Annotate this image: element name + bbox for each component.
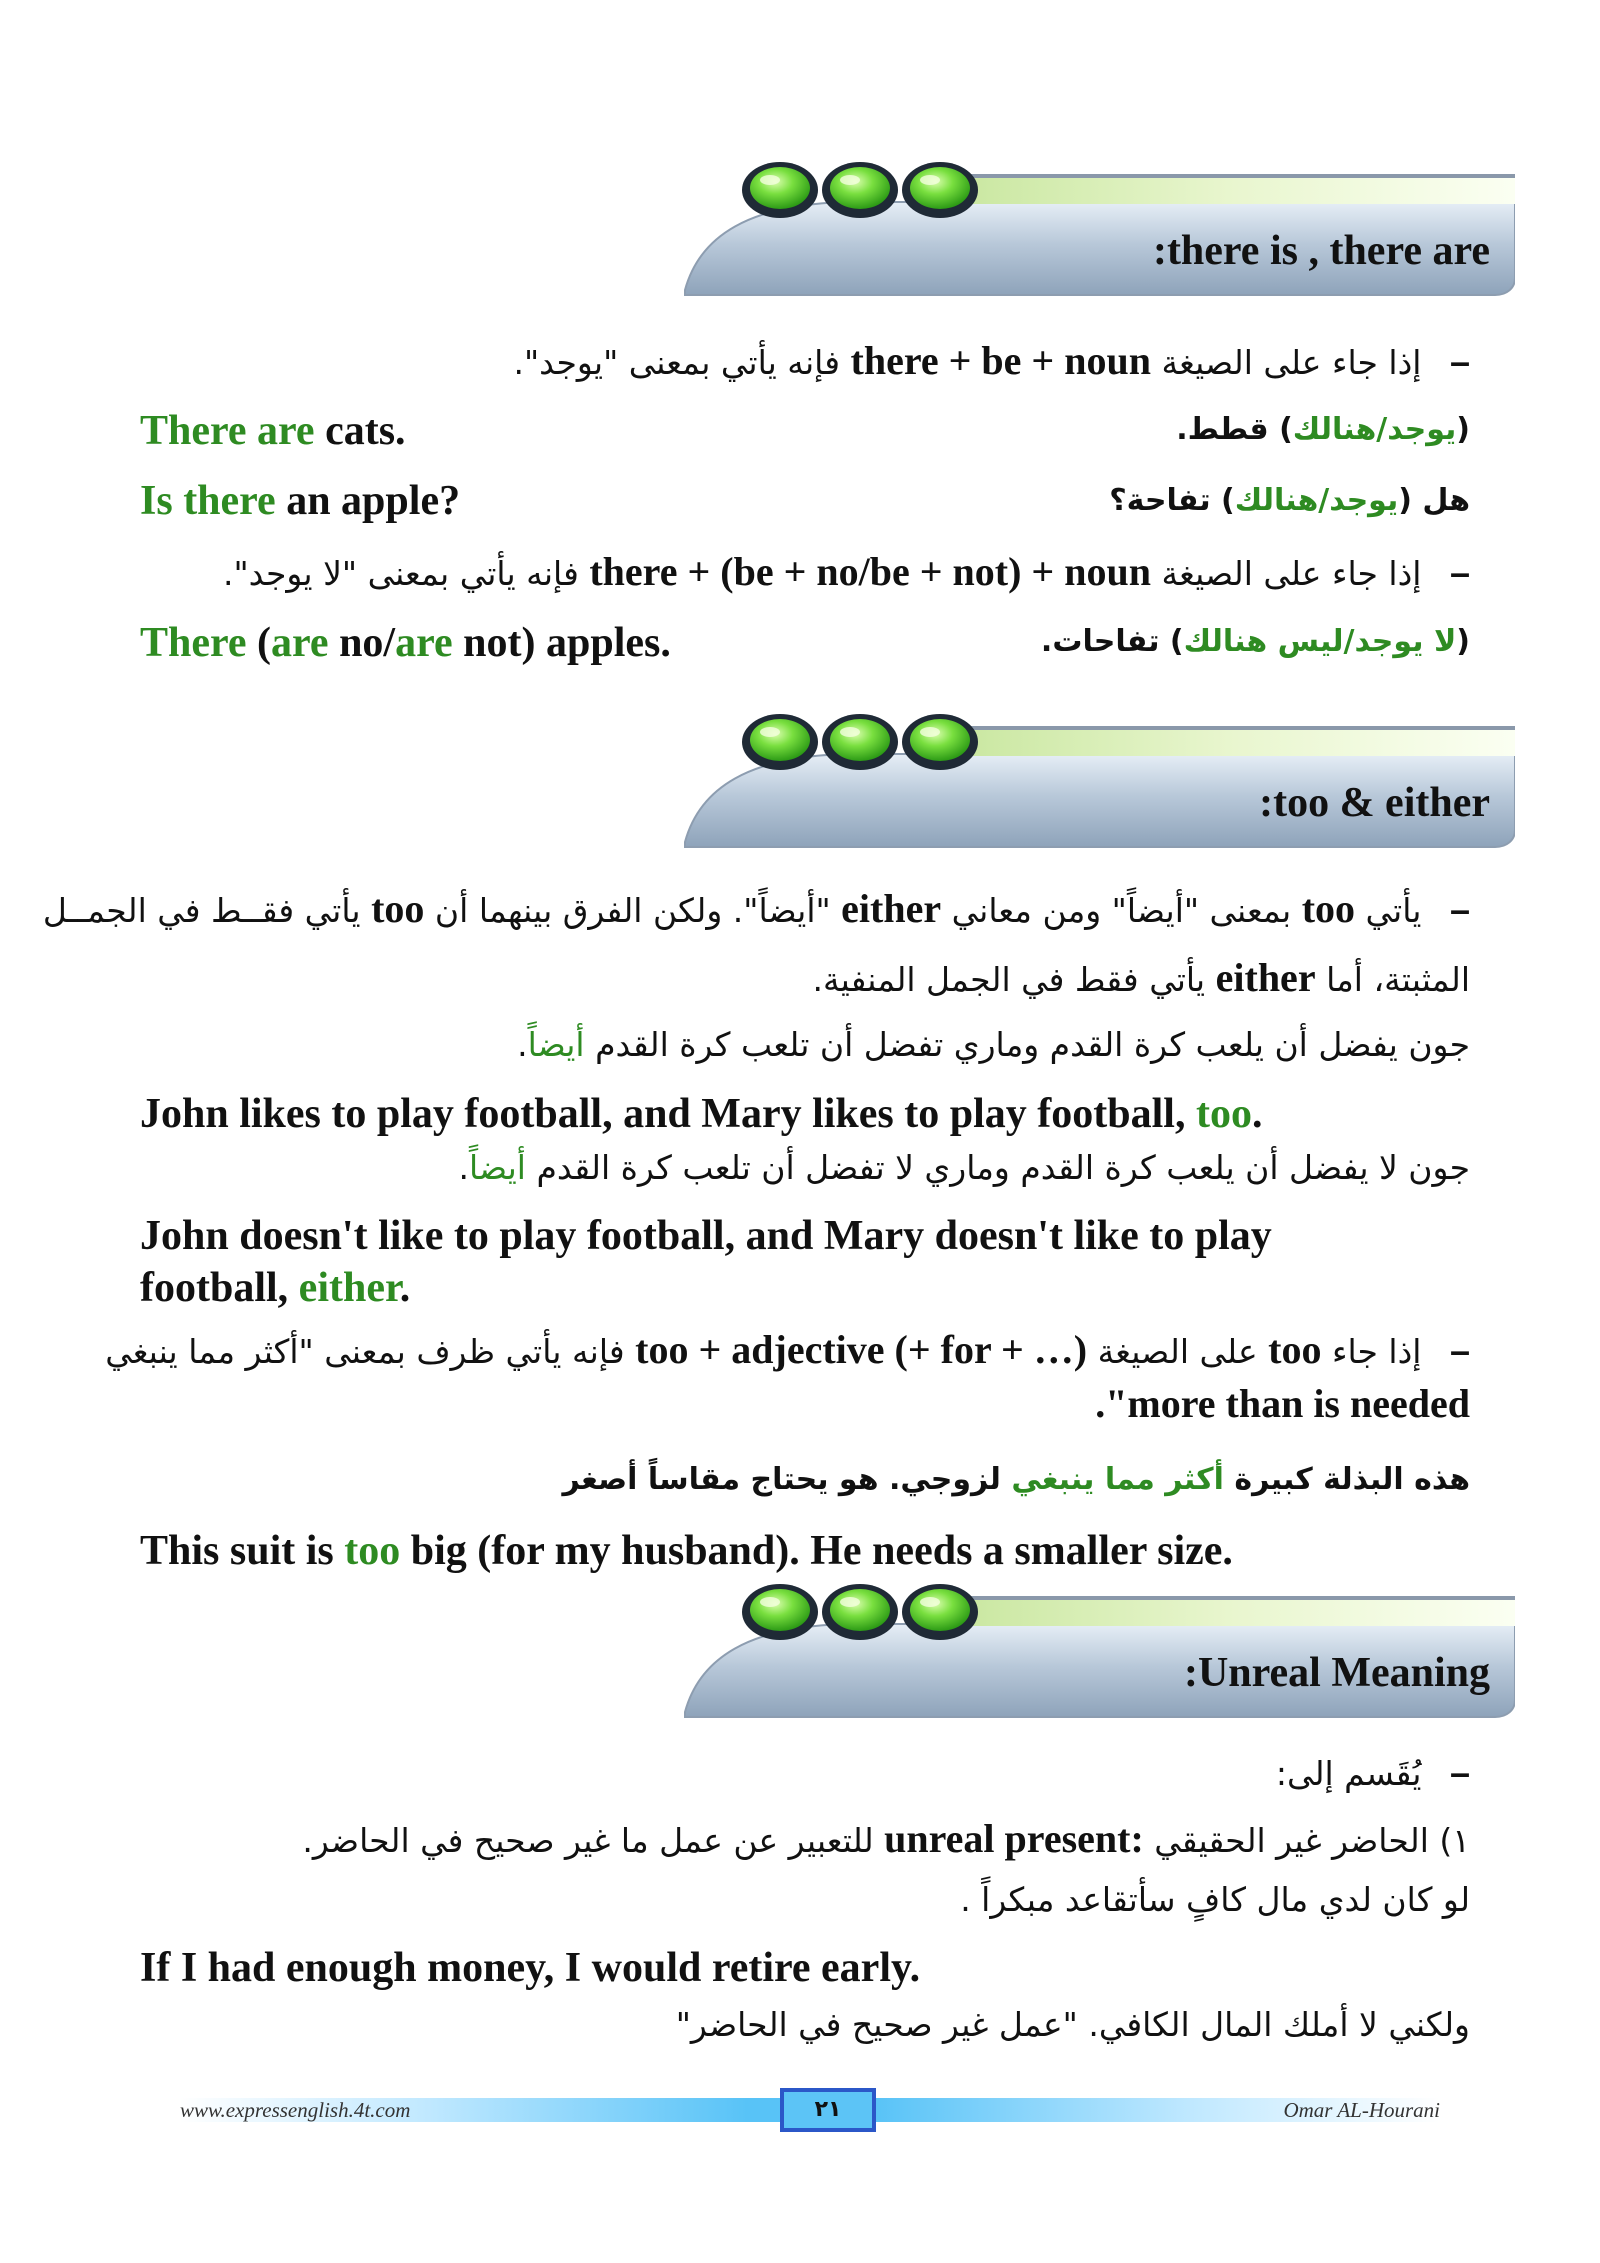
example-note: ولكني لا أملك المال الكافي. "عمل غير صحيح في الحاضر" [675, 2005, 1470, 2044]
bullet-dash: – [1449, 1752, 1470, 1793]
example-en: cats. [314, 408, 406, 454]
bullet-dash: – [1449, 552, 1470, 593]
example-ar: لو كان لدي مال كافٍ سأتقاعد مبكراً . [960, 1880, 1470, 1919]
example-ar: . [458, 1148, 469, 1187]
example-ar: لزوجي. هو يحتاج مقاساً أصغر [562, 1462, 1001, 1497]
example-ar-unreal [140, 1880, 1470, 1919]
example-ar: . [517, 1025, 528, 1064]
example-ar: ) تفاحات. [1040, 624, 1184, 659]
banner-graphic [655, 150, 1515, 300]
example-ar-too-big [140, 1462, 1470, 1497]
section-banner-there-is [655, 150, 1515, 295]
rule-too-adjective [105, 1326, 1470, 1373]
example-en-too-big [140, 1525, 1470, 1575]
footer-author: Omar AL-Hourani [1283, 2098, 1440, 2122]
example-en: John doesn't like to play football, and Mary doesn't like to play [140, 1213, 1272, 1259]
banner-graphic [655, 1572, 1515, 1722]
rule-meaning: ."more than is needed [1095, 1381, 1470, 1426]
rule-text: الحاضر غير الحقيقي [1154, 1821, 1429, 1860]
example-ar: ) تفاحة؟ [1109, 483, 1235, 518]
example-ar-either [140, 1148, 1470, 1187]
example-en-highlight: are [395, 620, 453, 666]
example-en: not) apples. [452, 620, 671, 666]
example-ar-unreal-note [140, 2005, 1470, 2044]
banner-graphic [655, 702, 1515, 852]
bullet-dash: – [1449, 341, 1470, 382]
unreal-intro [140, 1752, 1470, 1794]
example-ar-highlight: لا يوجد/ليس هنالك [1183, 624, 1457, 659]
example-en-highlight: are [271, 620, 329, 666]
rule-text: فإنه يأتي بمعنى "لا يوجد". [222, 554, 579, 593]
item-number: ١) [1439, 1821, 1470, 1860]
rule-keyword: too [371, 886, 425, 931]
rule-there-be [140, 337, 1470, 384]
example-ar: جون لا يفضل أن يلعب كرة القدم وماري لا تفضل أن تلعب كرة القدم [536, 1148, 1470, 1187]
rule-keyword: either [841, 886, 942, 931]
example-ar-highlight: يوجد/هنالك [1292, 412, 1457, 447]
example-en: ( [246, 620, 272, 666]
rule-too-either [42, 885, 1470, 932]
example-en: . [399, 1265, 411, 1311]
example-ar: ) قطط. [1176, 412, 1293, 447]
unreal-present-item [140, 1815, 1470, 1862]
example-en-unreal [140, 1942, 1470, 1992]
example-en-highlight: Is there [140, 478, 276, 524]
rule-text: بمعنى "أيضاً" ومن معاني [951, 891, 1292, 930]
example-ar-apple [140, 483, 1470, 518]
rule-text: إذا جاء على الصيغة [1161, 343, 1422, 382]
rule-text: فإنه يأتي بمعنى "يوجد". [513, 343, 841, 382]
rule-text: للتعبير عن عمل ما غير صحيح في الحاضر. [302, 1821, 874, 1860]
section-banner-unreal-meaning [655, 1572, 1515, 1717]
rule-term: unreal present: [884, 1816, 1144, 1861]
paren: ( [1456, 624, 1470, 659]
rule-formula: there + be + noun [850, 338, 1151, 383]
example-en-either-line2 [140, 1262, 1470, 1312]
rule-text: على الصيغة [1097, 1332, 1258, 1371]
example-ar-no-apples [140, 624, 1470, 659]
rule-text: فإنه يأتي ظرف بمعنى "أكثر مما ينبغي [105, 1332, 625, 1371]
example-en: football, [140, 1265, 299, 1311]
page-number: ٢١ [780, 2088, 876, 2132]
example-en: John likes to play football, and Mary likes to play football, [140, 1091, 1196, 1137]
rule-text: يأتي [1365, 891, 1422, 930]
example-ar: هذه البذلة كبيرة [1234, 1462, 1470, 1497]
example-en-highlight: too [1195, 1091, 1252, 1137]
rule-formula: too + adjective (+ for + …) [635, 1327, 1088, 1372]
intro-text: يُقَسم إلى: [1275, 1754, 1422, 1793]
example-en-highlight: There are [140, 408, 315, 454]
rule-text: إذا جاء على الصيغة [1161, 554, 1422, 593]
rule-text: "أيضاً". ولكن الفرق بينهما أن [434, 891, 831, 930]
page-footer [180, 2088, 1440, 2132]
rule-text: المثبتة، أما [1326, 960, 1470, 999]
example-en-highlight: too [344, 1528, 401, 1574]
example-ar-highlight: أيضاً [527, 1025, 585, 1064]
rule-too-adjective-cont [140, 1380, 1470, 1427]
section-title: :too & either [1259, 780, 1490, 826]
section-title: :there is , there are [1152, 228, 1490, 274]
example-en: no/ [328, 620, 396, 666]
example-en: an apple? [275, 478, 461, 524]
section-banner-too-either [655, 702, 1515, 847]
example-ar-cats [140, 412, 1470, 447]
example-ar-highlight: أيضاً [468, 1148, 526, 1187]
example-en-highlight: either [298, 1265, 400, 1311]
example-en-either-line1 [140, 1210, 1470, 1260]
bullet-dash: – [1449, 1330, 1470, 1371]
example-en: This suit is [140, 1528, 345, 1574]
rule-there-be-no [140, 548, 1470, 595]
rule-keyword: too [1301, 886, 1356, 931]
rule-text: يأتي فقط في الجمل المنفية. [812, 960, 1206, 999]
footer-url: www.expressenglish.4t.com [180, 2098, 411, 2122]
example-ar-highlight: يوجد/هنالك [1234, 483, 1399, 518]
example-en: If I had enough money, I would retire early. [140, 1945, 921, 1991]
rule-too-either-cont [140, 954, 1470, 1001]
rule-text: إذا جاء [1331, 1332, 1422, 1371]
rule-keyword: too [1268, 1327, 1322, 1372]
example-ar: هل ( [1398, 483, 1470, 518]
example-en-highlight: There [140, 620, 247, 666]
bullet-dash: – [1449, 889, 1470, 930]
example-ar-too [140, 1025, 1470, 1064]
rule-keyword: either [1215, 955, 1316, 1000]
example-en: big (for my husband). He needs a smaller size. [400, 1528, 1233, 1574]
example-en-too [140, 1088, 1470, 1138]
rule-formula: there + (be + no/be + not) + noun [589, 549, 1151, 594]
paren: ( [1456, 412, 1470, 447]
example-ar: جون يفضل أن يلعب كرة القدم وماري تفضل أن تلعب كرة القدم [595, 1025, 1470, 1064]
rule-text: يأتي فقــط في الجمــل [42, 891, 361, 930]
section-title: :Unreal Meaning [1183, 1650, 1490, 1696]
example-ar-highlight: أكثر مما ينبغي [1011, 1462, 1224, 1497]
example-en: . [1251, 1091, 1263, 1137]
